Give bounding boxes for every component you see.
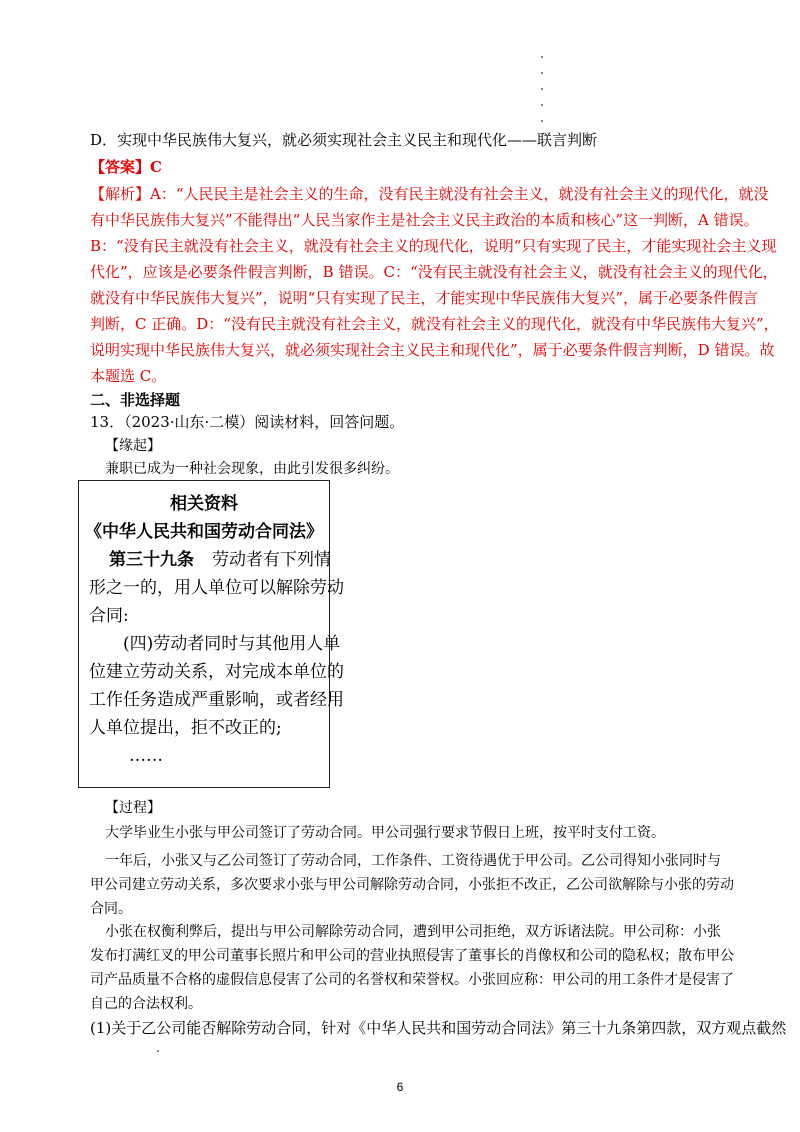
process-line: 司产品质量不合格的虚假信息侵害了公司的名誉权和荣誉权。小张回应称：甲公司的用工条件才是侵害了 <box>90 972 734 988</box>
page-number: 6 <box>396 1080 404 1094</box>
article-number: 第三十九条 <box>109 550 194 570</box>
analysis-line: 代化”，应该是必要条件假言判断，B 错误。C：“没有民主就没有社会主义，就没有社会主义的现代化， <box>90 263 778 281</box>
stray-dot <box>157 1050 159 1052</box>
process-line: 一年后，小张又与乙公司签订了劳动合同，工作条件、工资待遇优于甲公司。乙公司得知小张同时与 <box>105 853 721 869</box>
process-line: 大学毕业生小张与甲公司签订了劳动合同。甲公司强行要求节假日上班，按平时支付工资。 <box>105 825 665 841</box>
box-ellipsis: …… <box>129 746 163 766</box>
process-line: 合同。 <box>90 901 132 917</box>
process-line: 发布打满红叉的甲公司董事长照片和甲公司的营业执照侵害了董事长的肖像权和公司的隐私权；散布甲公 <box>90 948 734 964</box>
box-line: (四)劳动者同时与其他用人单 <box>123 634 341 654</box>
process-label: 【过程】 <box>105 800 161 816</box>
q13-intro: 13．（2023·山东·二模）阅读材料，回答问题。 <box>90 413 405 431</box>
law-excerpt-box <box>78 480 344 788</box>
origin-text: 兼职已成为一种社会现象，由此引发很多纠纷。 <box>105 461 399 477</box>
analysis-line: B：“没有民主就没有社会主义，就没有社会主义的现代化，说明“只有实现了民主，才能实现社会主义现 <box>90 237 777 255</box>
section-heading: 二、非选择题 <box>90 391 181 409</box>
question-1: (1)关于乙公司能否解除劳动合同，针对《中华人民共和国劳动合同法》第三十九条第四款，双方观点截然 <box>90 1019 787 1037</box>
margin-dots <box>541 56 545 136</box>
process-line: 自己的合法权利。 <box>90 996 202 1012</box>
process-line: 甲公司建立劳动关系，多次要求小张与甲公司解除劳动合同，小张拒不改正，乙公司欲解除与小张的劳动 <box>90 877 734 893</box>
box-line: 人单位提出，拒不改正的; <box>89 718 282 738</box>
answer: 【答案】C <box>90 158 162 176</box>
box-title: 相关资料 <box>170 494 238 514</box>
box-line: 工作任务造成严重影响，或者经用 <box>89 690 344 710</box>
analysis-line: 说明实现中华民族伟大复兴，就必须实现社会主义民主和现代化”，属于必要条件假言判断，D 错误。故 <box>90 341 775 359</box>
analysis-line: 就没有中华民族伟大复兴”，说明“只有实现了民主，才能实现中华民族伟大复兴”，属于必要条件假言 <box>90 289 759 307</box>
analysis-line: 有中华民族伟大复兴”不能得出“人民当家作主是社会主义民主政治的本质和核心”这一判断，A 错误。 <box>90 211 759 229</box>
box-line: 位建立劳动关系，对完成本单位的 <box>89 662 344 682</box>
option-d: D．实现中华民族伟大复兴，就必须实现社会主义民主和现代化——联言判断 <box>90 131 598 149</box>
analysis-line: 判断，C 正确。D：“没有民主就没有社会主义，就没有社会主义的现代化，就没有中华民族伟大复兴”， <box>90 315 779 333</box>
box-line: 合同: <box>89 606 129 626</box>
box-line: 形之一的，用人单位可以解除劳动 <box>89 578 344 598</box>
process-line: 小张在权衡利弊后，提出与甲公司解除劳动合同，遭到甲公司拒绝，双方诉诸法院。甲公司称：小张 <box>105 924 721 940</box>
analysis-line: 【解析】A：“人民民主是社会主义的生命，没有民主就没有社会主义，就没有社会主义的现代化，就没 <box>90 185 769 203</box>
origin-label: 【缘起】 <box>105 438 161 454</box>
analysis-line: 本题选 C。 <box>90 367 167 385</box>
box-line: 劳动者有下列情 <box>212 550 331 570</box>
law-name: 《中华人民共和国劳动合同法》 <box>85 522 323 542</box>
